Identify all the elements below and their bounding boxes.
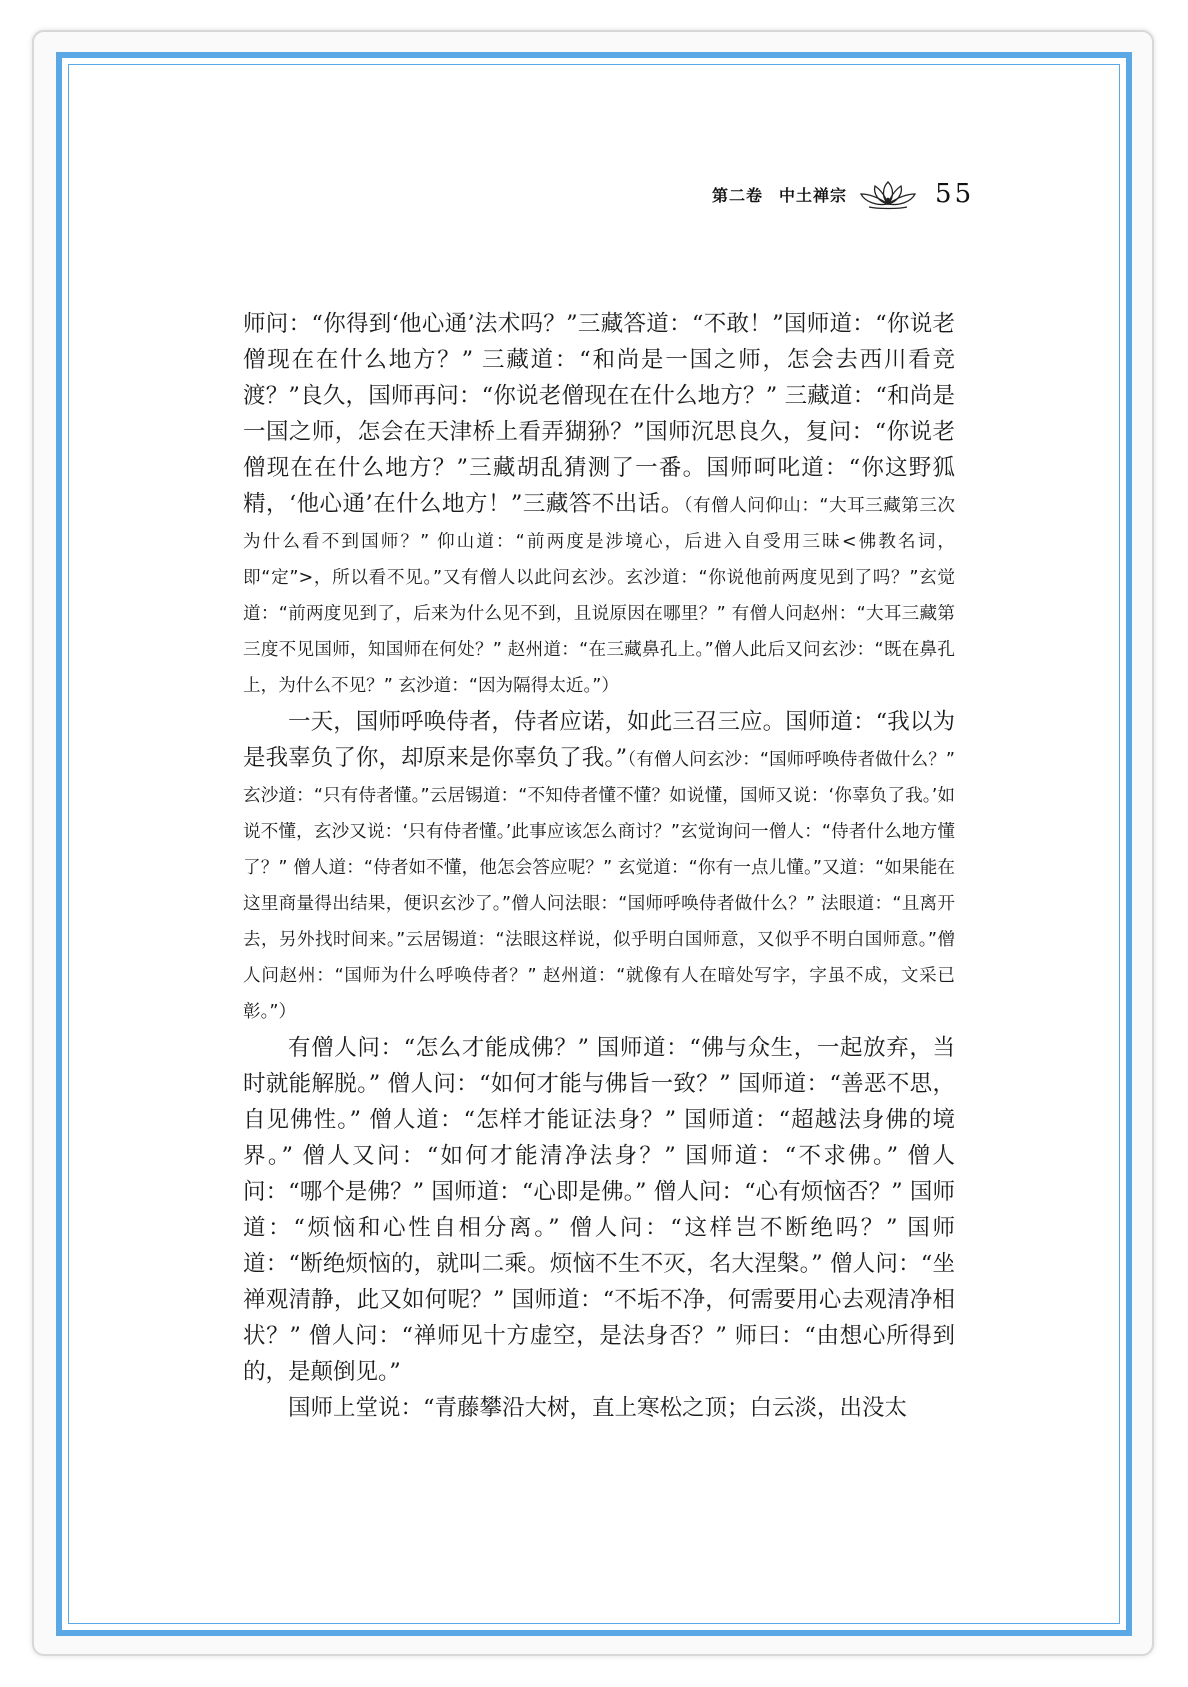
main-text: 有僧人问：“怎么才能成佛？” 国师道：“佛与众生，一起放弃，当时就能解脱。” 僧人问：“如何才能与佛旨一致？” 国师道：“善恶不思，自见佛性。” 僧人道：“怎样才能证法身？” 国师道：“超越法身佛的境界。” 僧人又问：“如何才能清净法身？” 国师道：“不求佛。” 僧人问：“哪个是佛？” 国师道：“心即是佛。” 僧人问：“心有烦恼否？” 国师道：“烦恼和心性自相分离。” 僧人问：“这样岂不断绝吗？” 国师道：“断绝烦恼的，就叫二乘。烦恼不生不灭，名大涅槃。” 僧人问：“坐禅观清静，此又如何呢？” 国师道：“不垢不净，何需要用心去观清净相状？” 僧人问：“禅师见十方虚空，是法身否？” 师曰：“由想心所得到的，是颠倒见。” (243, 1035, 955, 1385)
main-text: 一天，国师呼唤侍者，侍者应诺，如此三召三应。国师道：“我以为是我辜负了你，却原来是你辜负了我。” (243, 709, 955, 771)
main-text: 师问：“你得到‘他心通’法术吗？”三藏答道：“不敢！”国师道：“你说老僧现在在什么地方？” 三藏道：“和尚是一国之师，怎会去西川看竞渡？”良久，国师再问：“你说老僧现在在什么地方？” 三藏道：“和尚是一国之师，怎会在天津桥上看弄猢狲？”国师沉思良久，复问：“你说老僧现在在什么地方？”三藏胡乱猜测了一番。国师呵叱道：“你这野狐精，‘他心通’在什么地方！”三藏答不出话。 (243, 311, 955, 517)
body-text (243, 306, 955, 1426)
main-text: 国师上堂说：“青藤攀沿大树，直上寒松之顶；白云淡，出没太 (288, 1395, 908, 1421)
page-number: 55 (935, 179, 975, 209)
paragraph-4 (243, 1390, 955, 1426)
paragraph-2 (243, 704, 955, 1030)
running-header (712, 176, 1002, 212)
commentary-note: （有僧人问玄沙：“国师呼唤侍者做什么？” 玄沙道：“只有侍者懂。”云居锡道：“不知侍者懂不懂？如说懂，国师又说：‘你辜负了我。’如说不懂，玄沙又说：‘只有侍者懂。’此事应该怎么商讨？”玄觉询问一僧人：“侍者什么地方懂了？” 僧人道：“侍者如不懂，他怎会答应呢？” 玄觉道：“你有一点儿懂。”又道：“如果能在这里商量得出结果，便识玄沙了。”僧人问法眼：“国师呼唤侍者做什么？” 法眼道：“且离开去，另外找时间来。”云居锡道：“法眼这样说，似乎明白国师意，又似乎不明白国师意。”僧人问赵州：“国师为什么呼唤侍者？” 赵州道：“就像有人在暗处写字，字虽不成，文采已彰。”） (243, 750, 955, 1022)
chapter-label: 中土禅宗 (779, 185, 848, 205)
section-label: 第二卷 (712, 185, 764, 205)
paragraph-1 (243, 306, 955, 704)
lotus-icon (857, 176, 919, 212)
commentary-note: （有僧人问仰山：“大耳三藏第三次为什么看不到国师？” 仰山道：“前两度是涉境心，后进入自受用三昧<佛教名词，即“定”>，所以看不见。”又有僧人以此问玄沙。玄沙道：“你说他前两度见到了吗？”玄觉道：“前两度见到了，后来为什么见不到，且说原因在哪里？” 有僧人问赵州：“大耳三藏第三度不见国师，知国师在何处？” 赵州道：“在三藏鼻孔上。”僧人此后又问玄沙：“既在鼻孔上，为什么不见？” 玄沙道：“因为隔得太近。”） (243, 496, 955, 696)
paragraph-3 (243, 1030, 955, 1390)
